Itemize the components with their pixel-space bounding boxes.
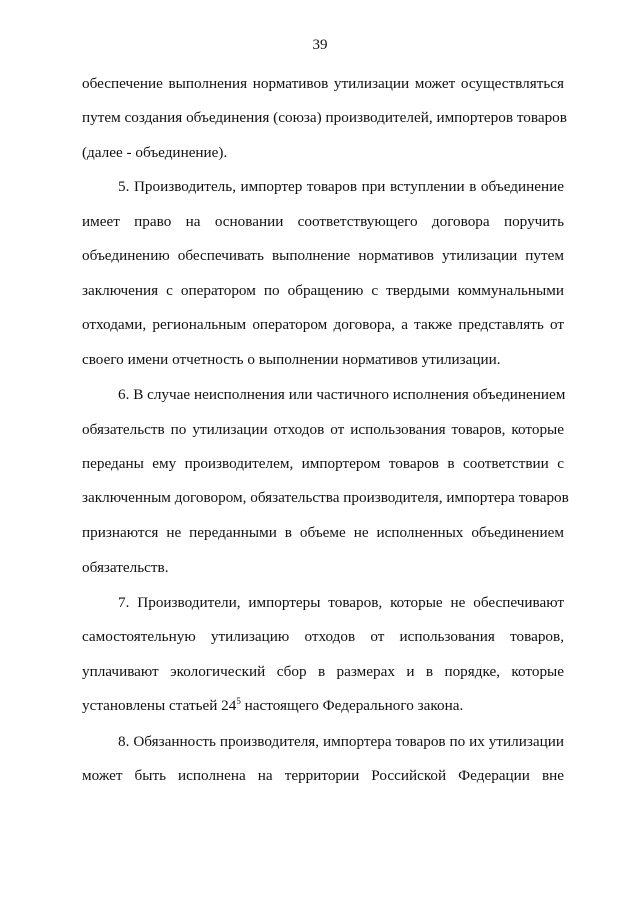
text-line: путем создания объединения (союза) производителей, импортеров товаров (82, 109, 567, 126)
text-fragment: установлены статьей 24 (82, 697, 237, 714)
text-line: обеспечение выполнения нормативов утилизации может осуществляться (82, 75, 564, 92)
paragraph-7-first-line: 7. Производители, импортеры товаров, которые не обеспечивают (118, 594, 564, 611)
paragraph-5-first-line: 5. Производитель, импортер товаров при вступлении в объединение (118, 178, 564, 195)
text-fragment: настоящего Федерального закона. (240, 697, 464, 714)
text-line: может быть исполнена на территории Российской Федерации вне (82, 767, 564, 784)
page-number: 39 (312, 37, 328, 53)
paragraph-8-first-line: 8. Обязанность производителя, импортера товаров по их утилизации (118, 733, 564, 750)
text-line: уплачивают экологический сбор в размерах и в порядке, которые (82, 663, 564, 680)
text-line-with-superscript (82, 697, 564, 715)
text-line: переданы ему производителем, импортером товаров в соответствии с (82, 455, 564, 472)
text-line: заключения с оператором по обращению с твердыми коммунальными (82, 282, 564, 299)
text-line: заключенным договором, обязательства производителя, импортера товаров (82, 489, 569, 506)
text-line: отходами, региональным оператором договора, а также представлять от (82, 316, 564, 333)
text-line: объединению обеспечивать выполнение нормативов утилизации путем (82, 247, 564, 264)
superscript: 5 (236, 695, 241, 706)
text-line: признаются не переданными в объеме не исполненных объединением (82, 524, 564, 541)
text-line: обязательств. (82, 559, 169, 576)
text-line: обязательств по утилизации отходов от использования товаров, которые (82, 421, 564, 438)
text-line: имеет право на основании соответствующего договора поручить (82, 213, 564, 230)
paragraph-6-first-line: 6. В случае неисполнения или частичного исполнения объединением (118, 386, 566, 403)
text-line: самостоятельную утилизацию отходов от использования товаров, (82, 628, 564, 645)
text-line: (далее - объединение). (82, 144, 228, 161)
text-line: своего имени отчетность о выполнении нормативов утилизации. (82, 351, 501, 368)
